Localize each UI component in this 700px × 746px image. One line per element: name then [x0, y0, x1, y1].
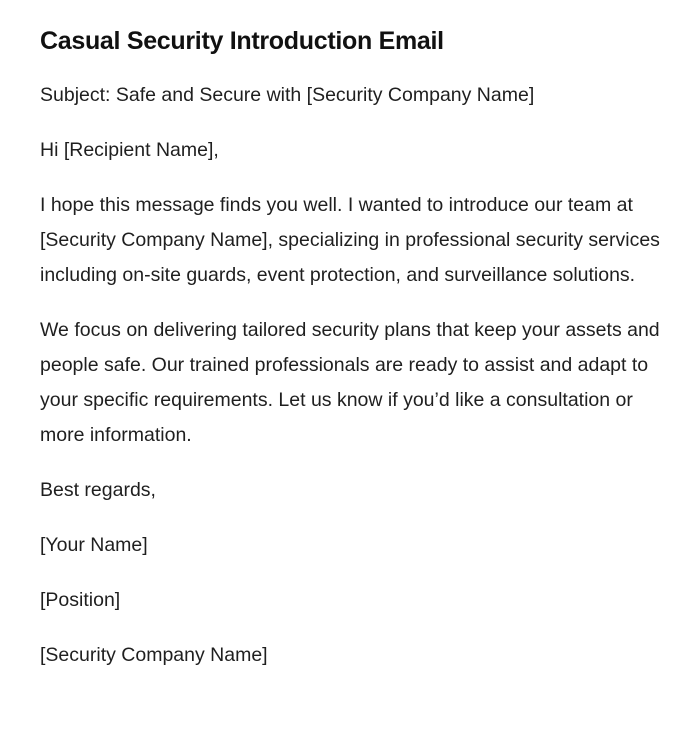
- email-greeting: Hi [Recipient Name],: [40, 139, 219, 161]
- email-body-paragraph-1: I hope this message finds you well. I wanted to introduce our team at [Security Company Name], specializing in professional security services including on-site guards, event protection, and surveillance solutions.: [40, 194, 660, 286]
- email-body-paragraph-2: We focus on delivering tailored security plans that keep your assets and people safe. Our trained professionals are ready to assist and adapt to your specific requirements. Let us know if you’d like a consultation or more information.: [40, 319, 660, 446]
- document-title: Casual Security Introduction Email: [40, 27, 444, 55]
- signature-name: [Your Name]: [40, 534, 148, 556]
- signature-company: [Security Company Name]: [40, 644, 268, 666]
- email-subject: Subject: Safe and Secure with [Security Company Name]: [40, 84, 535, 106]
- signature-position: [Position]: [40, 589, 121, 611]
- email-closing: Best regards,: [40, 479, 156, 501]
